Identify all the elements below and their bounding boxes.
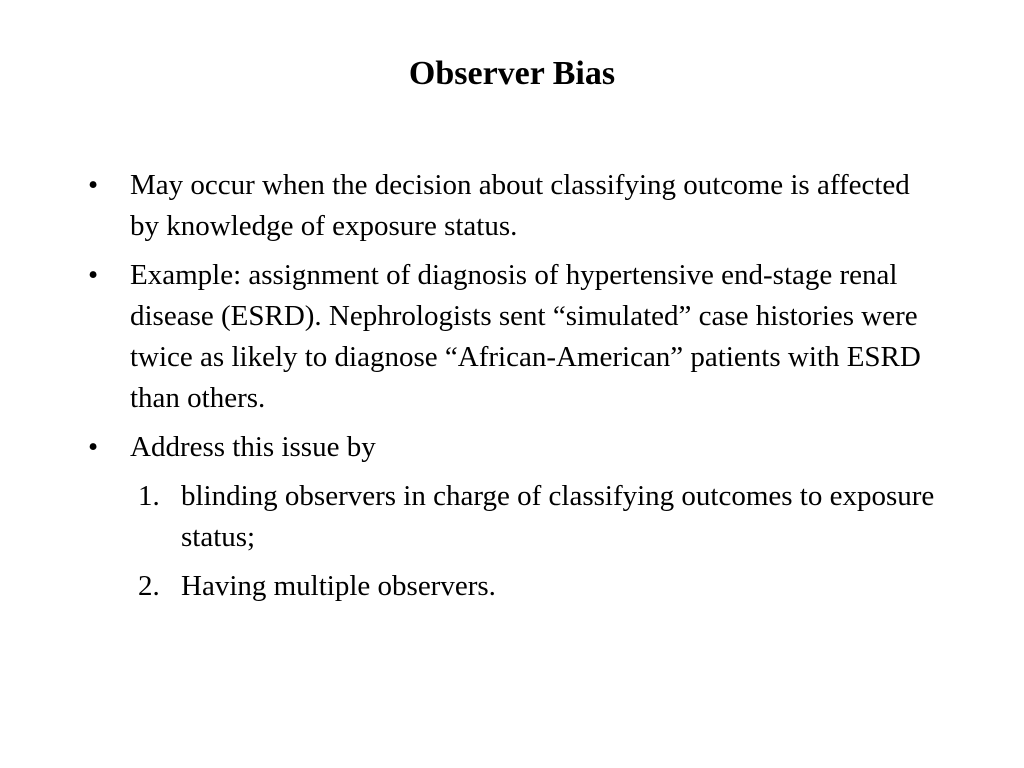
bullet-list xyxy=(0,165,1024,615)
bullet-item xyxy=(0,255,1024,419)
bullet-item xyxy=(0,427,1024,468)
numbered-list-container xyxy=(0,476,1024,607)
numbered-text: Having multiple observers. xyxy=(181,570,496,602)
numbered-list xyxy=(0,476,1024,607)
bullet-item xyxy=(0,165,1024,247)
bullet-dot-icon: • xyxy=(88,259,99,291)
bullet-dot-icon: • xyxy=(88,431,99,463)
numbered-text: blinding observers in charge of classifying outcomes to exposure status; xyxy=(181,480,935,553)
bullet-text: Address this issue by xyxy=(130,431,376,463)
slide-title: Observer Bias xyxy=(408,55,616,92)
item-number: 2. xyxy=(138,570,160,602)
bullet-dot-icon: • xyxy=(88,169,99,201)
bullet-text: Example: assignment of diagnosis of hypertensive end-stage renal disease (ESRD). Nephrologists sent “simulated” case histories were twice as likely to diagnose “African-American” patients with ESRD than others. xyxy=(130,259,921,414)
numbered-item xyxy=(0,566,1024,607)
item-number: 1. xyxy=(138,480,160,512)
numbered-item xyxy=(0,476,1024,558)
bullet-text: May occur when the decision about classifying outcome is affected by knowledge of exposure status. xyxy=(130,169,910,242)
